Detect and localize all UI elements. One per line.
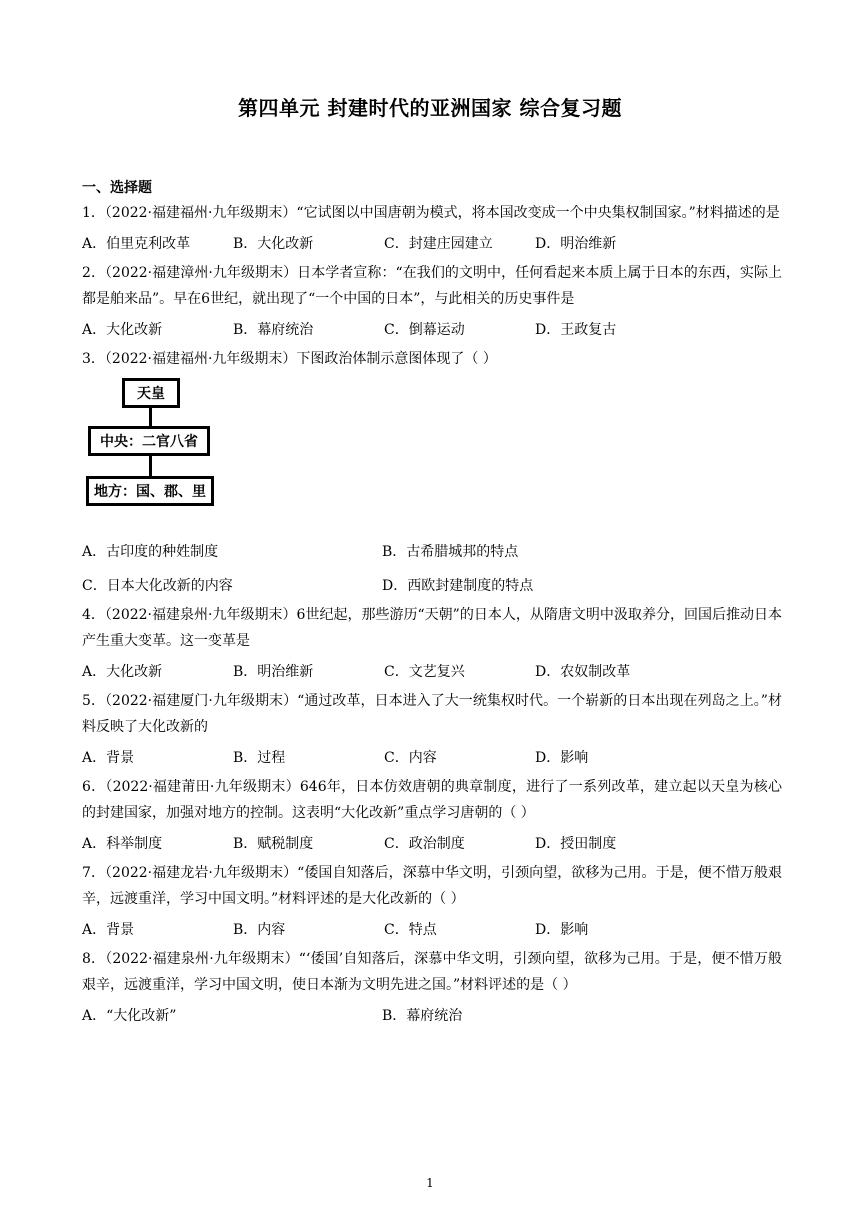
option-c: C．倒幕运动	[384, 322, 465, 338]
option-a: A．科举制度	[82, 836, 163, 852]
option-c: C．内容	[384, 750, 437, 766]
option-d: D．王政复古	[535, 322, 617, 338]
option-b: B．古希腊城邦的特点	[382, 544, 519, 560]
question-3	[82, 346, 782, 602]
options-row	[82, 226, 782, 260]
option-a: A．背景	[82, 750, 135, 766]
question-8	[82, 946, 782, 1032]
page-number: 1	[426, 1176, 434, 1190]
option-d: D．西欧封建制度的特点	[382, 578, 534, 594]
section-heading: 一、选择题	[82, 180, 152, 196]
diagram-connector	[149, 456, 152, 476]
option-b: B．赋税制度	[233, 836, 314, 852]
diagram-connector	[149, 408, 152, 426]
options-row	[82, 826, 782, 860]
question-text: 2．（2022·福建漳州·九年级期末）日本学者宣称：“在我们的文明中，任何看起来本质上属于日本的东西，实际上都是舶来品”。早在6世纪，就出现了“一个中国的日本”，与此相关的历史事件是	[82, 265, 782, 307]
option-b: B．内容	[233, 922, 286, 938]
question-1	[82, 200, 782, 260]
option-c: C．日本大化改新的内容	[82, 578, 233, 594]
question-text: 4．（2022·福建泉州·九年级期末）6世纪起，那些游历“天朝”的日本人，从隋唐文明中汲取养分，回国后推动日本产生重大变革。这一变革是	[82, 607, 782, 649]
option-c: C．特点	[384, 922, 437, 938]
option-a: A．大化改新	[82, 664, 163, 680]
option-d: D．农奴制改革	[535, 664, 631, 680]
option-d: D．授田制度	[535, 836, 617, 852]
question-5	[82, 688, 782, 774]
question-text: 5．（2022·福建厦门·九年级期末）“通过改革，日本进入了大一统集权时代。一个崭新的日本出现在列岛之上。”材料反映了大化改新的	[82, 693, 782, 735]
question-text: 6．（2022·福建莆田·九年级期末）646年，日本仿效唐朝的典章制度，进行了一系列改革，建立起以天皇为核心的封建国家，加强对地方的控制。这表明“大化改新”重点学习唐朝的（ ）	[82, 779, 782, 821]
options-row	[82, 654, 782, 688]
question-6	[82, 774, 782, 860]
option-d: D．明治维新	[535, 236, 617, 252]
option-a: A．“大化改新”	[82, 1008, 177, 1024]
question-text: 3．（2022·福建福州·九年级期末）下图政治体制示意图体现了（ ）	[82, 351, 497, 367]
option-b: B．过程	[233, 750, 286, 766]
question-4	[82, 602, 782, 688]
option-a: A．背景	[82, 922, 135, 938]
options-row	[82, 912, 782, 946]
option-a: A．伯里克利改革	[82, 236, 191, 252]
question-7	[82, 860, 782, 946]
option-b: B．幕府统治	[382, 1008, 463, 1024]
options-row	[82, 312, 782, 346]
option-c: C．封建庄园建立	[384, 236, 493, 252]
options-row	[82, 740, 782, 774]
options-row	[82, 998, 782, 1032]
question-text: 8．（2022·福建泉州·九年级期末）“‘倭国’自知落后，深慕中华文明，引颈向望，欲移为己用。于是，便不惜万般艰辛，远渡重洋，学习中国文明，使日本渐为文明先进之国。”材料评述的是（ ）	[82, 951, 782, 993]
question-text: 7．（2022·福建龙岩·九年级期末）“倭国自知落后，深慕中华文明，引颈向望，欲移为己用。于是，便不惜万般艰辛，远渡重洋，学习中国文明。”材料评述的是大化改新的（ ）	[82, 865, 782, 907]
option-b: B．明治维新	[233, 664, 314, 680]
diagram-box-local: 地方：国、郡、里	[86, 476, 214, 506]
option-d: D．影响	[535, 750, 589, 766]
question-2	[82, 260, 782, 346]
option-c: C．政治制度	[384, 836, 465, 852]
option-a: A．古印度的种姓制度	[82, 544, 219, 560]
option-b: B．幕府统治	[233, 322, 314, 338]
options-row	[82, 568, 782, 602]
diagram-box-central: 中央：二官八省	[88, 426, 210, 456]
option-a: A．大化改新	[82, 322, 163, 338]
option-b: B．大化改新	[233, 236, 314, 252]
page-title: 第四单元 封建时代的亚洲国家 综合复习题	[238, 96, 622, 120]
option-c: C．文艺复兴	[384, 664, 465, 680]
question-list	[82, 200, 782, 1032]
diagram-box-emperor: 天皇	[122, 378, 180, 408]
political-system-diagram	[86, 378, 226, 530]
options-row	[82, 534, 782, 568]
option-d: D．影响	[535, 922, 589, 938]
question-text: 1．（2022·福建福州·九年级期末）“它试图以中国唐朝为模式，将本国改变成一个中央集权制国家。”材料描述的是	[82, 205, 780, 221]
